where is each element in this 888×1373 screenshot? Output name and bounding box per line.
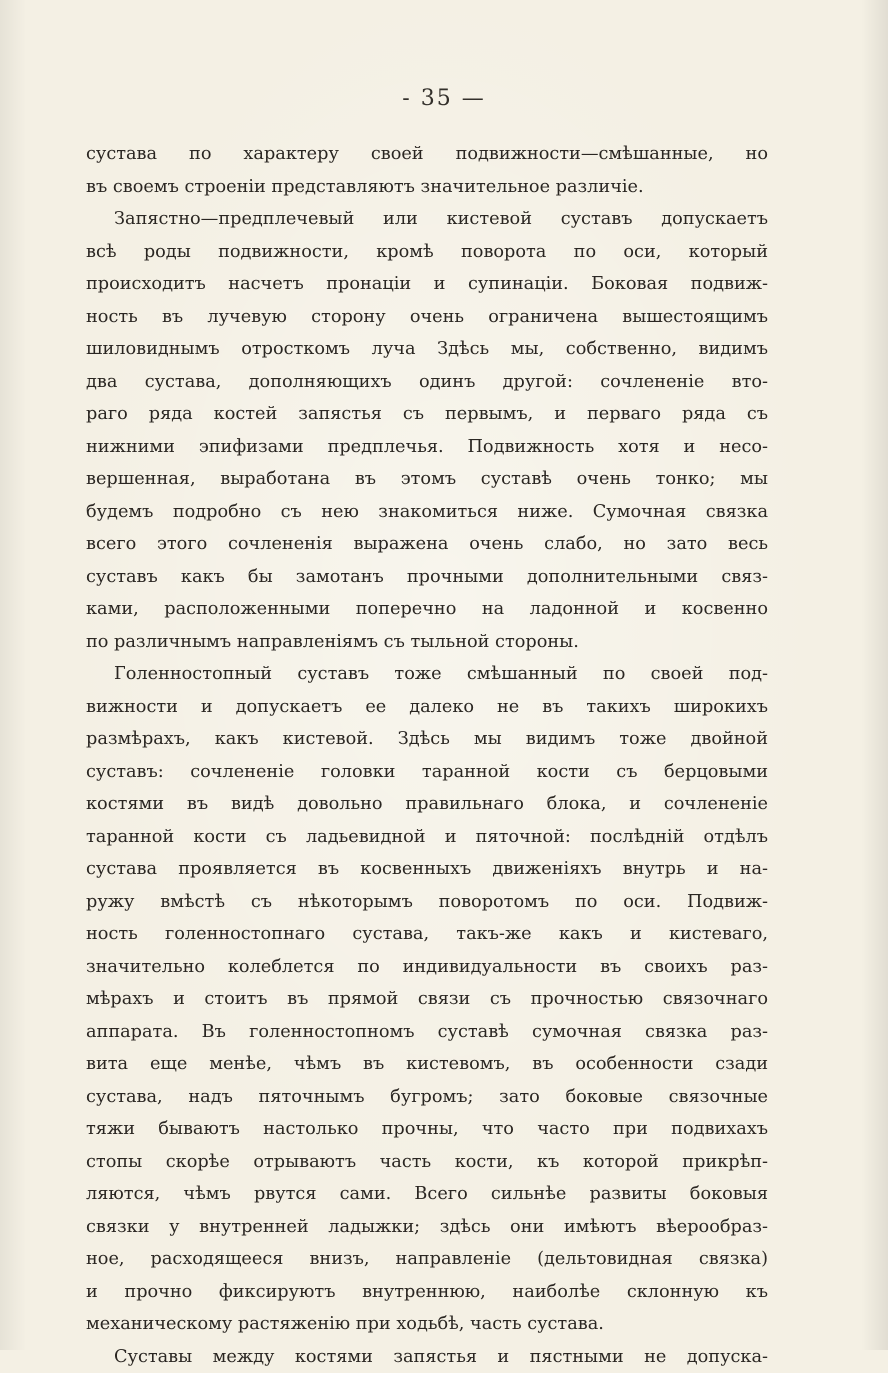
text-line: Суставы между костями запястья и пястными не допуска- [86, 1341, 768, 1373]
text-line: значительно колеблется по индивидуальности въ своихъ раз- [86, 951, 768, 984]
text-line: вижности и допускаетъ ее далеко не въ такихъ широкихъ [86, 691, 768, 724]
text-line: два сустава, дополняющихъ одинъ другой: сочлененіе вто- [86, 366, 768, 399]
text-line: по различнымъ направленіямъ съ тыльной стороны. [86, 626, 768, 659]
text-line: ками, расположенными поперечно на ладонной и косвенно [86, 593, 768, 626]
text-line: размѣрахъ, какъ кистевой. Здѣсь мы видимъ тоже двойной [86, 723, 768, 756]
text-line: ляются, чѣмъ рвутся сами. Всего сильнѣе развиты боковыя [86, 1178, 768, 1211]
text-line: тяжи бываютъ настолько прочны, что часто при подвихахъ [86, 1113, 768, 1146]
text-line: ность въ лучевую сторону очень ограничена вышестоящимъ [86, 301, 768, 334]
text-line: механическому растяженію при ходьбѣ, часть сустава. [86, 1308, 768, 1341]
text-line: вита еще менѣе, чѣмъ въ кистевомъ, въ особенности сзади [86, 1048, 768, 1081]
text-line: происходитъ насчетъ пронаціи и супинаціи. Боковая подвиж- [86, 268, 768, 301]
text-line: ность голенностопнаго сустава, такъ-же какъ и кистеваго, [86, 918, 768, 951]
text-line: аппарата. Въ голенностопномъ суставѣ сумочная связка раз- [86, 1016, 768, 1049]
text-line: вершенная, выработана въ этомъ суставѣ очень тонко; мы [86, 463, 768, 496]
text-line: будемъ подробно съ нею знакомиться ниже. Сумочная связка [86, 496, 768, 529]
body-text [86, 138, 768, 1373]
text-line: нижними эпифизами предплечья. Подвижность хотя и несо- [86, 431, 768, 464]
text-line: всего этого сочлененія выражена очень слабо, но зато весь [86, 528, 768, 561]
text-line: ное, расходящееся внизъ, направленіе (дельтовидная связка) [86, 1243, 768, 1276]
text-line: суставъ какъ бы замотанъ прочными дополнительными связ- [86, 561, 768, 594]
text-line: сустава, надъ пяточнымъ бугромъ; зато боковые связочные [86, 1081, 768, 1114]
text-line: раго ряда костей запястья съ первымъ, и перваго ряда съ [86, 398, 768, 431]
page-number: - 35 — [0, 86, 888, 111]
text-line: шиловиднымъ отросткомъ луча Здѣсь мы, собственно, видимъ [86, 333, 768, 366]
text-line: въ своемъ строеніи представляютъ значительное различіе. [86, 171, 768, 204]
text-line: таранной кости съ ладьевидной и пяточной: послѣдній отдѣлъ [86, 821, 768, 854]
text-line: суставъ: сочлененіе головки таранной кости съ берцовыми [86, 756, 768, 789]
text-line: ружу вмѣстѣ съ нѣкоторымъ поворотомъ по оси. Подвиж- [86, 886, 768, 919]
text-line: Запястно—предплечевый или кистевой суставъ допускаетъ [86, 203, 768, 236]
text-line: всѣ роды подвижности, кромѣ поворота по оси, который [86, 236, 768, 269]
text-line: связки у внутренней ладыжки; здѣсь они имѣютъ вѣерообраз- [86, 1211, 768, 1244]
text-line: мѣрахъ и стоитъ въ прямой связи съ прочностью связочнаго [86, 983, 768, 1016]
text-line: стопы скорѣе отрываютъ часть кости, къ которой прикрѣп- [86, 1146, 768, 1179]
text-line: и прочно фиксируютъ внутреннюю, наиболѣе склонную къ [86, 1276, 768, 1309]
text-line: костями въ видѣ довольно правильнаго блока, и сочлененіе [86, 788, 768, 821]
text-line: Голенностопный суставъ тоже смѣшанный по своей под- [86, 658, 768, 691]
text-line: сустава проявляется въ косвенныхъ движеніяхъ внутрь и на- [86, 853, 768, 886]
text-line: сустава по характеру своей подвижности—смѣшанные, но [86, 138, 768, 171]
